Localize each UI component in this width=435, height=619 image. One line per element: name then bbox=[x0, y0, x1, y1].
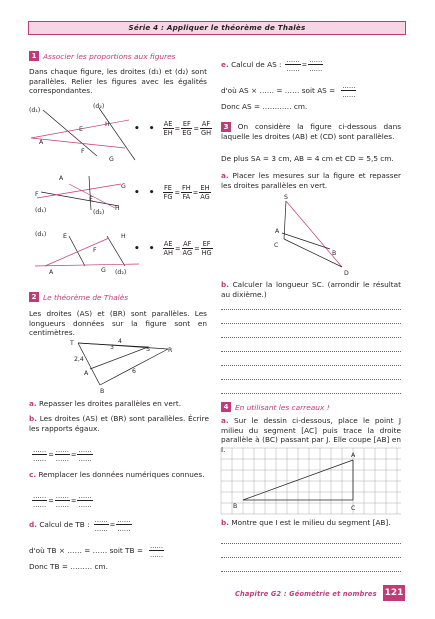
answer-line-1[interactable] bbox=[221, 309, 401, 310]
s2-ratios-blank[interactable]: $\frac{\dots\dots}{\dots\dots}$ = $\frac{\dots\dots}{\dots\dots}$ = $\frac{\dots\dots}{\dots\dots}$ bbox=[33, 446, 92, 463]
answer-line-7[interactable] bbox=[221, 393, 401, 394]
match-dot-left-3[interactable]: • bbox=[134, 243, 140, 254]
f2-label-d2: (d₂) bbox=[93, 209, 105, 216]
thales-label-3: 3 bbox=[110, 344, 114, 351]
s3-as-line[interactable]: d'où AS × …… = …… soit AS = $\frac{\dots\dots}{\dots\dots}$ bbox=[221, 82, 356, 99]
s2-data-blank[interactable]: $\frac{\dots\dots}{\dots\dots}$ = $\frac{\dots\dots}{\dots\dots}$ = $\frac{\dots\dots}{\dots\dots}$ bbox=[33, 492, 92, 509]
s4-question-a: a. Sur le dessin ci-dessous, place le point J milieu du segment [AC] puis trace la droite parallèle à (BC) passant par J. Elle coupe [AB] en I. bbox=[221, 416, 401, 454]
s2-donc-tb[interactable]: Donc TB = ……… cm. bbox=[29, 562, 108, 571]
grid-label-C: C bbox=[351, 505, 356, 512]
f1-label-E: E bbox=[79, 126, 83, 133]
answer-line-6[interactable] bbox=[221, 379, 401, 380]
thales-label-B: B bbox=[100, 388, 105, 395]
section-4-number: 4 bbox=[221, 402, 231, 412]
match-dot-right-2[interactable]: • bbox=[148, 187, 155, 198]
grid-label-B: B bbox=[233, 503, 238, 510]
page-number: 121 bbox=[383, 585, 405, 601]
answer-line-9[interactable] bbox=[221, 557, 401, 558]
s2-question-d: d. Calcul de TB : $\frac{\dots\dots}{\dots\dots}$ = $\frac{\dots\dots}{\dots\dots}$ bbox=[29, 516, 131, 533]
f2-label-F: F bbox=[35, 191, 39, 198]
section-1-number: 1 bbox=[29, 51, 39, 61]
s2-tb-line[interactable]: d'où TB × …… = …… soit TB = $\frac{\dots\dots}{\dots\dots}$ bbox=[29, 542, 164, 559]
match-dot-left-1[interactable]: • bbox=[134, 123, 140, 134]
f2-label-G: G bbox=[121, 183, 126, 190]
f3-label-A: A bbox=[49, 269, 54, 276]
s3-label-B: B bbox=[332, 250, 337, 257]
answer-line-2[interactable] bbox=[221, 323, 401, 324]
thales-label-6: 6 bbox=[132, 368, 136, 375]
thales-label-4: 4 bbox=[118, 338, 122, 345]
thales-label-R: R bbox=[168, 347, 173, 354]
f3-label-d2: (d₂) bbox=[115, 269, 127, 276]
thales-label-A: A bbox=[84, 370, 89, 377]
s3-label-S: S bbox=[284, 194, 288, 201]
match-dot-right-1[interactable]: • bbox=[148, 123, 155, 134]
f2-label-H: H bbox=[115, 205, 120, 212]
s4-grid[interactable] bbox=[221, 448, 401, 514]
s2-question-a: a. Repasser les droites parallèles en vert. bbox=[29, 399, 182, 408]
s3-label-C: C bbox=[274, 242, 279, 249]
section-3-intro: 3 On considère la figure ci-dessous dans laquelle les droites (AB) et (CD) sont parallèles. bbox=[221, 122, 401, 141]
f1-label-F: F bbox=[81, 148, 85, 155]
grid-label-A: A bbox=[351, 452, 356, 459]
s3-figure bbox=[264, 193, 364, 283]
section-2-header bbox=[29, 292, 128, 302]
thales-label-24: 2,4 bbox=[74, 356, 84, 363]
thales-figure bbox=[60, 337, 210, 397]
section-4-title: En utilisant les carreaux ! bbox=[235, 402, 330, 412]
answer-line-3[interactable] bbox=[221, 337, 401, 338]
f1-label-H: H bbox=[105, 121, 110, 128]
answer-line-8[interactable] bbox=[221, 543, 401, 544]
f3-label-H: H bbox=[121, 233, 126, 240]
section-1-title: Associer les proportions aux figures bbox=[43, 51, 176, 61]
f3-label-F: F bbox=[93, 247, 97, 254]
f1-label-d1: (d₁) bbox=[29, 107, 41, 114]
section-1-header bbox=[29, 51, 176, 61]
match-dot-right-3[interactable]: • bbox=[148, 243, 155, 254]
chapter-footer: Chapitre G2 : Géométrie et nombres bbox=[235, 590, 377, 598]
s3-donc-as[interactable]: Donc AS = ………… cm. bbox=[221, 102, 308, 111]
s3-question-e: e. Calcul de AS : $\frac{\dots\dots}{\dots\dots}$ = $\frac{\dots\dots}{\dots\dots}$ bbox=[221, 56, 323, 73]
s2-question-b: b. Les droites (AS) et (BR) sont parallèles. Écrire les rapports égaux. bbox=[29, 414, 209, 433]
f2-label-d1: (d₁) bbox=[35, 207, 47, 214]
section-3-data: De plus SA = 3 cm, AB = 4 cm et CD = 5,5 cm. bbox=[221, 154, 394, 163]
f3-label-d1: (d₁) bbox=[35, 231, 47, 238]
page-title: Série 4 : Appliquer le théorème de Thalès bbox=[28, 21, 406, 35]
thales-label-S: S bbox=[146, 346, 150, 353]
s3-question-a: a. Placer les mesures sur la figure et repasser les droites parallèles en vert. bbox=[221, 171, 401, 190]
section-4-header bbox=[221, 402, 330, 412]
f2-label-E: E bbox=[89, 196, 93, 203]
answer-line-10[interactable] bbox=[221, 571, 401, 572]
equality-row-2: • • $\frac{FE}{FG}$ = $\frac{FH}{FA}$ = $\frac{EH}{AG}$ bbox=[134, 184, 210, 201]
f2-label-A: A bbox=[59, 175, 64, 182]
equality-row-3: • • $\frac{AE}{AH}$ = $\frac{AF}{AG}$ = $\frac{EF}{HG}$ bbox=[134, 240, 212, 257]
f3-label-G: G bbox=[101, 267, 106, 274]
match-dot-left-2[interactable]: • bbox=[134, 187, 140, 198]
s2-question-c: c. Remplacer les données numériques connues. bbox=[29, 470, 205, 479]
answer-line-4[interactable] bbox=[221, 351, 401, 352]
equality-row-1: • • $\frac{AE}{EH}$ = $\frac{EF}{EG}$ = $\frac{AF}{GH}$ bbox=[134, 120, 212, 137]
s3-label-D: D bbox=[344, 270, 349, 277]
thales-label-T: T bbox=[70, 340, 74, 347]
section-1-instruction: Dans chaque figure, les droites (d₁) et (d₂) sont parallèles. Relier les figures avec les égalités correspondantes. bbox=[29, 67, 207, 96]
s4-question-b: b. Montre que I est le milieu du segment [AB]. bbox=[221, 518, 391, 527]
section-2-intro: Les droites (AS) et (BR) sont parallèles. Les longueurs données sur la figure sont en centimètres. bbox=[29, 309, 207, 338]
section-2-number: 2 bbox=[29, 292, 39, 302]
f1-label-A: A bbox=[39, 139, 44, 146]
s3-question-b: b. Calculer la longueur SC. (arrondir le résultat au dixième.) bbox=[221, 280, 402, 299]
section-2-title: Le théorème de Thalès bbox=[43, 292, 129, 302]
s3-label-A: A bbox=[275, 228, 280, 235]
f1-label-G: G bbox=[109, 156, 114, 163]
f1-label-d2: (d₂) bbox=[93, 103, 105, 110]
f3-label-E: E bbox=[63, 233, 67, 240]
answer-line-5[interactable] bbox=[221, 365, 401, 366]
